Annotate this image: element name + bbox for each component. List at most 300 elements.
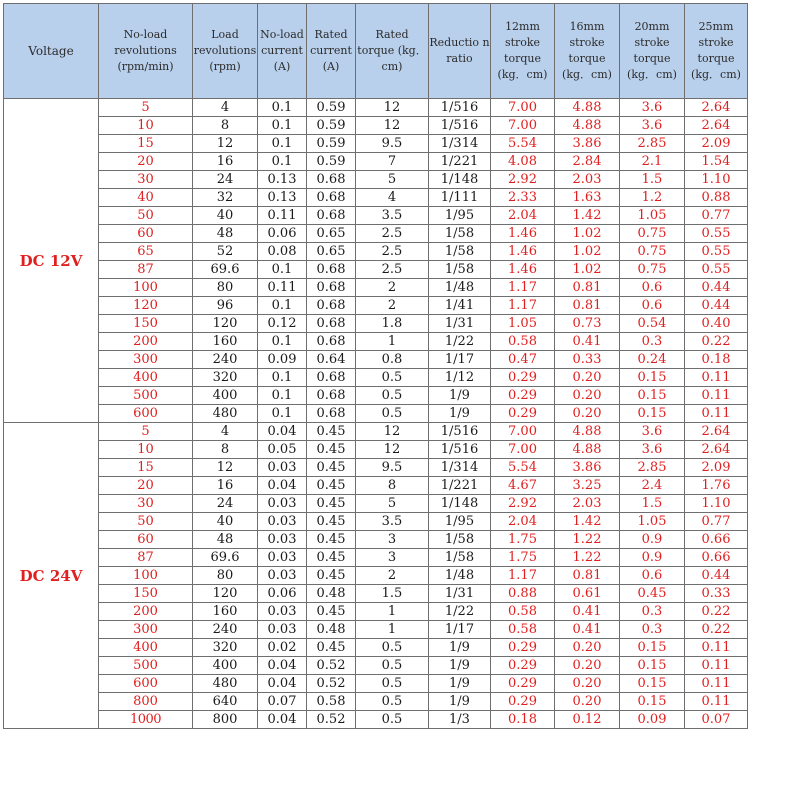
cell-reduction-ratio: 1/516 [429, 423, 491, 441]
cell-reduction-ratio: 1/516 [429, 99, 491, 117]
cell-load-rpm: 480 [193, 675, 258, 693]
cell-load-rpm: 160 [193, 333, 258, 351]
cell-reduction-ratio: 1/31 [429, 585, 491, 603]
table-row [4, 405, 748, 423]
cell-torque-12mm: 0.29 [491, 639, 555, 657]
cell-load-rpm: 48 [193, 225, 258, 243]
cell-torque-20mm: 1.2 [620, 189, 685, 207]
cell-torque-20mm: 0.15 [620, 405, 685, 423]
cell-rated-torque: 0.5 [356, 693, 429, 711]
cell-torque-16mm: 3.86 [555, 459, 620, 477]
cell-rated-current: 0.68 [307, 369, 356, 387]
cell-no-load-current: 0.13 [258, 189, 307, 207]
cell-torque-25mm: 0.11 [685, 387, 748, 405]
cell-reduction-ratio: 1/9 [429, 387, 491, 405]
header-voltage: Voltage [4, 4, 99, 99]
header-no-load-revolutions: No-load revolutions (rpm/min) [99, 4, 193, 99]
cell-load-rpm: 16 [193, 153, 258, 171]
voltage-group-label: DC 24V [4, 423, 99, 729]
cell-torque-25mm: 0.77 [685, 207, 748, 225]
cell-torque-16mm: 0.20 [555, 693, 620, 711]
cell-load-rpm: 69.6 [193, 261, 258, 279]
cell-rated-current: 0.59 [307, 99, 356, 117]
cell-rated-torque: 1 [356, 621, 429, 639]
table-row [4, 369, 748, 387]
cell-load-rpm: 12 [193, 459, 258, 477]
table-row [4, 513, 748, 531]
cell-no-load-rpm: 10 [99, 117, 193, 135]
cell-torque-12mm: 2.33 [491, 189, 555, 207]
cell-rated-current: 0.45 [307, 459, 356, 477]
cell-no-load-rpm: 800 [99, 693, 193, 711]
cell-torque-25mm: 0.11 [685, 693, 748, 711]
cell-reduction-ratio: 1/9 [429, 693, 491, 711]
cell-rated-current: 0.58 [307, 693, 356, 711]
cell-no-load-rpm: 100 [99, 567, 193, 585]
cell-load-rpm: 32 [193, 189, 258, 207]
table-row [4, 153, 748, 171]
table-row [4, 441, 748, 459]
cell-torque-12mm: 1.46 [491, 261, 555, 279]
cell-no-load-current: 0.02 [258, 639, 307, 657]
cell-rated-torque: 0.5 [356, 711, 429, 729]
cell-torque-12mm: 4.08 [491, 153, 555, 171]
cell-torque-12mm: 0.47 [491, 351, 555, 369]
cell-reduction-ratio: 1/58 [429, 243, 491, 261]
cell-torque-25mm: 0.22 [685, 603, 748, 621]
table-row [4, 711, 748, 729]
cell-torque-25mm: 2.09 [685, 459, 748, 477]
cell-rated-torque: 0.5 [356, 657, 429, 675]
table-row [4, 261, 748, 279]
cell-torque-25mm: 0.66 [685, 549, 748, 567]
cell-torque-25mm: 0.11 [685, 369, 748, 387]
table-row [4, 225, 748, 243]
table-row [4, 675, 748, 693]
cell-no-load-rpm: 150 [99, 315, 193, 333]
cell-rated-torque: 2 [356, 279, 429, 297]
cell-rated-current: 0.52 [307, 711, 356, 729]
table-row [4, 117, 748, 135]
cell-no-load-current: 0.07 [258, 693, 307, 711]
cell-reduction-ratio: 1/148 [429, 495, 491, 513]
cell-rated-current: 0.45 [307, 567, 356, 585]
cell-torque-16mm: 3.25 [555, 477, 620, 495]
cell-torque-12mm: 4.67 [491, 477, 555, 495]
cell-reduction-ratio: 1/9 [429, 639, 491, 657]
cell-torque-25mm: 0.22 [685, 621, 748, 639]
cell-torque-16mm: 2.84 [555, 153, 620, 171]
cell-rated-torque: 0.5 [356, 405, 429, 423]
table-row [4, 585, 748, 603]
cell-rated-current: 0.68 [307, 333, 356, 351]
cell-load-rpm: 120 [193, 315, 258, 333]
cell-no-load-rpm: 400 [99, 369, 193, 387]
cell-torque-12mm: 0.29 [491, 405, 555, 423]
cell-no-load-current: 0.1 [258, 387, 307, 405]
cell-load-rpm: 48 [193, 531, 258, 549]
cell-torque-16mm: 2.03 [555, 171, 620, 189]
cell-torque-12mm: 1.17 [491, 567, 555, 585]
cell-torque-20mm: 1.5 [620, 171, 685, 189]
cell-rated-torque: 2.5 [356, 225, 429, 243]
cell-no-load-rpm: 1000 [99, 711, 193, 729]
cell-torque-12mm: 2.04 [491, 207, 555, 225]
cell-no-load-current: 0.05 [258, 441, 307, 459]
cell-reduction-ratio: 1/48 [429, 279, 491, 297]
cell-reduction-ratio: 1/314 [429, 135, 491, 153]
cell-torque-16mm: 1.63 [555, 189, 620, 207]
cell-load-rpm: 240 [193, 621, 258, 639]
cell-rated-torque: 12 [356, 441, 429, 459]
cell-no-load-current: 0.08 [258, 243, 307, 261]
table-row [4, 189, 748, 207]
cell-no-load-rpm: 50 [99, 513, 193, 531]
cell-no-load-rpm: 30 [99, 495, 193, 513]
cell-no-load-rpm: 300 [99, 621, 193, 639]
table-row [4, 621, 748, 639]
cell-rated-current: 0.68 [307, 189, 356, 207]
cell-torque-20mm: 0.75 [620, 243, 685, 261]
cell-reduction-ratio: 1/58 [429, 531, 491, 549]
cell-rated-torque: 2 [356, 297, 429, 315]
cell-torque-12mm: 0.29 [491, 657, 555, 675]
table-row [4, 135, 748, 153]
cell-torque-16mm: 0.81 [555, 279, 620, 297]
cell-rated-torque: 0.5 [356, 639, 429, 657]
cell-rated-torque: 4 [356, 189, 429, 207]
cell-reduction-ratio: 1/516 [429, 441, 491, 459]
cell-torque-25mm: 0.11 [685, 657, 748, 675]
cell-no-load-rpm: 10 [99, 441, 193, 459]
cell-load-rpm: 320 [193, 639, 258, 657]
cell-rated-torque: 3 [356, 549, 429, 567]
cell-torque-25mm: 0.11 [685, 675, 748, 693]
cell-rated-torque: 5 [356, 495, 429, 513]
cell-rated-torque: 1 [356, 333, 429, 351]
header-20mm-stroke-torque: 20mm stroke torque (kg．cm) [620, 4, 685, 99]
cell-no-load-current: 0.11 [258, 207, 307, 225]
cell-torque-25mm: 0.33 [685, 585, 748, 603]
cell-torque-12mm: 0.58 [491, 603, 555, 621]
cell-torque-20mm: 0.3 [620, 621, 685, 639]
cell-load-rpm: 52 [193, 243, 258, 261]
cell-load-rpm: 8 [193, 117, 258, 135]
cell-torque-25mm: 0.55 [685, 225, 748, 243]
cell-torque-16mm: 0.61 [555, 585, 620, 603]
cell-torque-16mm: 4.88 [555, 117, 620, 135]
cell-torque-12mm: 7.00 [491, 423, 555, 441]
cell-rated-current: 0.68 [307, 405, 356, 423]
cell-reduction-ratio: 1/58 [429, 225, 491, 243]
cell-torque-12mm: 0.29 [491, 675, 555, 693]
motor-spec-table [3, 3, 748, 729]
cell-torque-16mm: 1.02 [555, 261, 620, 279]
cell-reduction-ratio: 1/17 [429, 621, 491, 639]
cell-torque-16mm: 1.22 [555, 549, 620, 567]
cell-rated-current: 0.59 [307, 153, 356, 171]
cell-torque-20mm: 0.9 [620, 531, 685, 549]
cell-rated-current: 0.48 [307, 621, 356, 639]
cell-no-load-current: 0.04 [258, 423, 307, 441]
table-row [4, 477, 748, 495]
table-row [4, 171, 748, 189]
cell-no-load-rpm: 50 [99, 207, 193, 225]
cell-torque-25mm: 1.76 [685, 477, 748, 495]
table-row [4, 693, 748, 711]
cell-torque-25mm: 1.10 [685, 171, 748, 189]
cell-reduction-ratio: 1/314 [429, 459, 491, 477]
cell-load-rpm: 320 [193, 369, 258, 387]
voltage-group-label: DC 12V [4, 99, 99, 423]
cell-rated-torque: 1 [356, 603, 429, 621]
cell-torque-12mm: 1.46 [491, 243, 555, 261]
cell-rated-torque: 0.8 [356, 351, 429, 369]
cell-load-rpm: 4 [193, 99, 258, 117]
cell-no-load-rpm: 400 [99, 639, 193, 657]
cell-reduction-ratio: 1/9 [429, 657, 491, 675]
cell-torque-12mm: 1.17 [491, 297, 555, 315]
cell-torque-20mm: 0.15 [620, 369, 685, 387]
cell-torque-16mm: 0.20 [555, 369, 620, 387]
cell-torque-16mm: 0.20 [555, 405, 620, 423]
cell-torque-20mm: 0.15 [620, 387, 685, 405]
cell-torque-16mm: 0.20 [555, 387, 620, 405]
cell-rated-torque: 2 [356, 567, 429, 585]
cell-no-load-current: 0.04 [258, 657, 307, 675]
cell-no-load-current: 0.1 [258, 153, 307, 171]
cell-no-load-current: 0.03 [258, 621, 307, 639]
cell-load-rpm: 24 [193, 171, 258, 189]
cell-rated-current: 0.59 [307, 135, 356, 153]
cell-torque-25mm: 2.64 [685, 117, 748, 135]
cell-load-rpm: 16 [193, 477, 258, 495]
cell-torque-16mm: 1.02 [555, 243, 620, 261]
cell-torque-12mm: 7.00 [491, 99, 555, 117]
header-rated-current: Rated current (A) [307, 4, 356, 99]
table-row [4, 657, 748, 675]
header-25mm-stroke-torque: 25mm stroke torque (kg．cm) [685, 4, 748, 99]
cell-reduction-ratio: 1/31 [429, 315, 491, 333]
cell-torque-12mm: 0.18 [491, 711, 555, 729]
cell-load-rpm: 640 [193, 693, 258, 711]
cell-reduction-ratio: 1/221 [429, 153, 491, 171]
cell-torque-25mm: 0.11 [685, 639, 748, 657]
cell-no-load-current: 0.1 [258, 405, 307, 423]
cell-torque-25mm: 0.44 [685, 279, 748, 297]
table-row [4, 297, 748, 315]
cell-no-load-current: 0.03 [258, 531, 307, 549]
cell-torque-25mm: 0.44 [685, 567, 748, 585]
cell-torque-20mm: 0.15 [620, 639, 685, 657]
cell-rated-current: 0.45 [307, 477, 356, 495]
cell-torque-20mm: 1.5 [620, 495, 685, 513]
cell-no-load-current: 0.06 [258, 585, 307, 603]
cell-reduction-ratio: 1/22 [429, 333, 491, 351]
cell-no-load-current: 0.03 [258, 459, 307, 477]
cell-load-rpm: 24 [193, 495, 258, 513]
cell-torque-20mm: 0.15 [620, 693, 685, 711]
header-row [4, 4, 748, 99]
cell-torque-20mm: 0.6 [620, 567, 685, 585]
cell-reduction-ratio: 1/58 [429, 549, 491, 567]
cell-load-rpm: 400 [193, 387, 258, 405]
cell-rated-torque: 9.5 [356, 135, 429, 153]
cell-no-load-rpm: 30 [99, 171, 193, 189]
cell-no-load-rpm: 200 [99, 333, 193, 351]
cell-torque-20mm: 0.09 [620, 711, 685, 729]
cell-rated-current: 0.45 [307, 513, 356, 531]
cell-torque-12mm: 0.58 [491, 621, 555, 639]
cell-torque-12mm: 5.54 [491, 135, 555, 153]
cell-rated-current: 0.45 [307, 603, 356, 621]
cell-rated-current: 0.68 [307, 207, 356, 225]
cell-load-rpm: 160 [193, 603, 258, 621]
cell-no-load-rpm: 600 [99, 675, 193, 693]
cell-no-load-current: 0.04 [258, 675, 307, 693]
cell-load-rpm: 80 [193, 279, 258, 297]
cell-no-load-rpm: 20 [99, 153, 193, 171]
cell-torque-12mm: 7.00 [491, 441, 555, 459]
cell-torque-16mm: 0.41 [555, 621, 620, 639]
table-row [4, 423, 748, 441]
cell-torque-12mm: 1.75 [491, 531, 555, 549]
cell-reduction-ratio: 1/3 [429, 711, 491, 729]
cell-rated-torque: 1.8 [356, 315, 429, 333]
cell-torque-16mm: 1.42 [555, 513, 620, 531]
cell-torque-20mm: 0.75 [620, 261, 685, 279]
cell-no-load-rpm: 120 [99, 297, 193, 315]
cell-no-load-rpm: 60 [99, 531, 193, 549]
cell-torque-20mm: 0.45 [620, 585, 685, 603]
cell-torque-16mm: 4.88 [555, 423, 620, 441]
cell-torque-12mm: 1.05 [491, 315, 555, 333]
cell-torque-20mm: 2.85 [620, 459, 685, 477]
table-row [4, 387, 748, 405]
table-body [4, 99, 748, 729]
cell-reduction-ratio: 1/48 [429, 567, 491, 585]
cell-torque-20mm: 0.3 [620, 333, 685, 351]
cell-no-load-current: 0.13 [258, 171, 307, 189]
cell-torque-20mm: 0.75 [620, 225, 685, 243]
cell-no-load-current: 0.03 [258, 495, 307, 513]
cell-rated-torque: 8 [356, 477, 429, 495]
cell-no-load-rpm: 20 [99, 477, 193, 495]
cell-torque-25mm: 2.09 [685, 135, 748, 153]
cell-no-load-current: 0.11 [258, 279, 307, 297]
cell-load-rpm: 8 [193, 441, 258, 459]
cell-torque-12mm: 0.58 [491, 333, 555, 351]
cell-load-rpm: 120 [193, 585, 258, 603]
cell-rated-current: 0.68 [307, 297, 356, 315]
table-row [4, 99, 748, 117]
cell-load-rpm: 4 [193, 423, 258, 441]
cell-no-load-rpm: 300 [99, 351, 193, 369]
cell-torque-20mm: 0.3 [620, 603, 685, 621]
cell-torque-20mm: 1.05 [620, 513, 685, 531]
cell-torque-25mm: 2.64 [685, 441, 748, 459]
cell-reduction-ratio: 1/95 [429, 207, 491, 225]
cell-torque-25mm: 0.77 [685, 513, 748, 531]
cell-load-rpm: 240 [193, 351, 258, 369]
cell-no-load-current: 0.09 [258, 351, 307, 369]
cell-torque-16mm: 0.20 [555, 675, 620, 693]
cell-no-load-rpm: 150 [99, 585, 193, 603]
cell-load-rpm: 400 [193, 657, 258, 675]
cell-torque-12mm: 0.29 [491, 369, 555, 387]
cell-torque-12mm: 2.92 [491, 171, 555, 189]
cell-rated-torque: 5 [356, 171, 429, 189]
table-row [4, 459, 748, 477]
cell-torque-25mm: 0.18 [685, 351, 748, 369]
cell-rated-torque: 12 [356, 117, 429, 135]
cell-reduction-ratio: 1/41 [429, 297, 491, 315]
cell-no-load-current: 0.04 [258, 477, 307, 495]
table-row [4, 567, 748, 585]
table-row [4, 495, 748, 513]
cell-torque-20mm: 3.6 [620, 99, 685, 117]
cell-torque-16mm: 1.02 [555, 225, 620, 243]
cell-load-rpm: 480 [193, 405, 258, 423]
cell-rated-current: 0.45 [307, 495, 356, 513]
cell-reduction-ratio: 1/95 [429, 513, 491, 531]
cell-torque-16mm: 2.03 [555, 495, 620, 513]
cell-rated-torque: 0.5 [356, 369, 429, 387]
cell-no-load-rpm: 65 [99, 243, 193, 261]
cell-reduction-ratio: 1/9 [429, 675, 491, 693]
cell-torque-20mm: 3.6 [620, 441, 685, 459]
table-row [4, 333, 748, 351]
cell-torque-25mm: 1.54 [685, 153, 748, 171]
cell-load-rpm: 800 [193, 711, 258, 729]
cell-no-load-rpm: 87 [99, 549, 193, 567]
cell-rated-torque: 1.5 [356, 585, 429, 603]
cell-torque-25mm: 0.88 [685, 189, 748, 207]
cell-load-rpm: 96 [193, 297, 258, 315]
cell-torque-25mm: 1.10 [685, 495, 748, 513]
cell-torque-16mm: 3.86 [555, 135, 620, 153]
cell-torque-12mm: 1.75 [491, 549, 555, 567]
cell-torque-25mm: 0.40 [685, 315, 748, 333]
cell-no-load-current: 0.1 [258, 297, 307, 315]
cell-torque-20mm: 0.54 [620, 315, 685, 333]
cell-rated-torque: 0.5 [356, 387, 429, 405]
cell-no-load-current: 0.12 [258, 315, 307, 333]
cell-reduction-ratio: 1/17 [429, 351, 491, 369]
cell-rated-torque: 12 [356, 99, 429, 117]
cell-rated-torque: 7 [356, 153, 429, 171]
cell-no-load-rpm: 5 [99, 99, 193, 117]
cell-no-load-current: 0.1 [258, 99, 307, 117]
cell-reduction-ratio: 1/516 [429, 117, 491, 135]
cell-rated-current: 0.45 [307, 639, 356, 657]
cell-torque-20mm: 0.15 [620, 657, 685, 675]
cell-torque-12mm: 0.29 [491, 693, 555, 711]
cell-torque-12mm: 0.29 [491, 387, 555, 405]
cell-torque-16mm: 0.41 [555, 603, 620, 621]
cell-reduction-ratio: 1/22 [429, 603, 491, 621]
cell-reduction-ratio: 1/148 [429, 171, 491, 189]
cell-no-load-current: 0.1 [258, 117, 307, 135]
cell-rated-current: 0.45 [307, 423, 356, 441]
cell-torque-20mm: 3.6 [620, 423, 685, 441]
cell-no-load-rpm: 40 [99, 189, 193, 207]
cell-torque-16mm: 0.20 [555, 657, 620, 675]
cell-torque-12mm: 7.00 [491, 117, 555, 135]
cell-torque-20mm: 0.24 [620, 351, 685, 369]
cell-torque-20mm: 1.05 [620, 207, 685, 225]
header-rated-torque: Rated torque (kg．cm) [356, 4, 429, 99]
